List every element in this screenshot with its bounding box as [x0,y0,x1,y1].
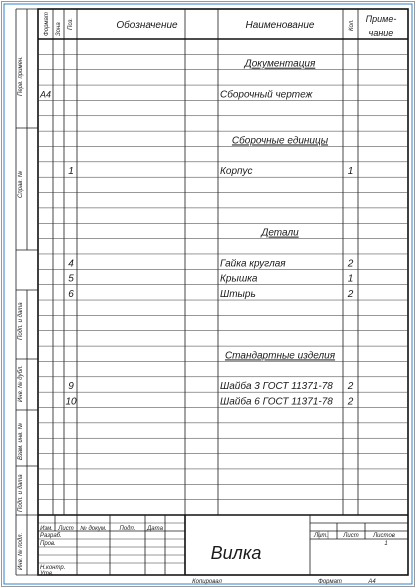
tb-sheet: Лист [58,526,74,532]
row-qty: 1 [347,273,354,285]
side-inv-orig: Инв. № подл. [18,532,24,570]
side-inv-dup: Инв. № дубл. [18,365,24,402]
row-qty: 2 [347,396,354,408]
row-name: Сборочный чертеж [220,89,313,101]
row-pos: 1 [68,166,74,178]
row-pos: 9 [68,381,74,393]
row-name: Шайба 3 ГОСТ 11371-78 [220,381,333,393]
section-heading: Документация [244,58,316,70]
row-name: Крышка [220,273,258,285]
header-zone: Зона [56,22,62,36]
header-note-2: чание [368,28,394,38]
tb-change: Изм. [40,526,53,532]
section-heading: Сборочные единицы [231,135,329,147]
header-qty: Кол. [349,19,355,31]
footer-format-label: Формат [318,579,342,585]
tb-checked: Пров. [40,541,56,547]
row-name: Шайба 6 ГОСТ 11371-78 [220,396,333,408]
document-title: Вилка [210,543,262,563]
tb-sheets-value: 1 [384,541,388,547]
row-qty: 2 [347,381,354,393]
row-pos: 6 [68,289,74,301]
row-pos: 4 [68,258,74,270]
side-sign-date: Подп. и дата [18,474,24,512]
header-note-1: Приме- [365,14,397,24]
header-designation: Обозначение [116,20,178,31]
tb-lit: Лит. [313,533,329,539]
side-ref-no: Справ. № [18,170,24,198]
row-qty: 2 [347,258,354,270]
side-inv-swap: Взам. инв. № [18,422,24,460]
tb-approved: Утв. [40,571,54,577]
row-pos: 10 [65,396,77,408]
row-name: Штырь [220,289,256,301]
section-heading: Детали [261,227,299,239]
row-qty: 2 [347,289,354,301]
tb-sheet-label: Лист [343,533,359,539]
header-pos: Поз. [68,17,74,30]
row-format: А4 [39,89,52,100]
header-format: Формат [44,12,50,36]
row-name: Корпус [220,166,253,178]
header-name: Наименование [245,20,315,31]
sheet-text [17,12,396,585]
tb-sign: Подп. [119,526,136,532]
footer-copied: Копировал [192,579,222,585]
tb-date: Дата [147,526,163,532]
footer-format-value: А4 [368,579,376,585]
row-qty: 1 [347,166,354,178]
row-pos: 5 [68,273,74,285]
tb-doc-no: № докум. [80,526,107,532]
row-name: Гайка круглая [220,258,286,270]
section-heading: Стандартные изделия [224,350,336,362]
tb-norm-control: Н.контр. [40,565,66,571]
side-sign-date: Подп. и дата [18,302,24,340]
tb-sheets-label: Листов [373,533,395,539]
tb-developed: Разраб. [40,533,62,539]
side-first-use: Перв. примен. [18,56,24,96]
